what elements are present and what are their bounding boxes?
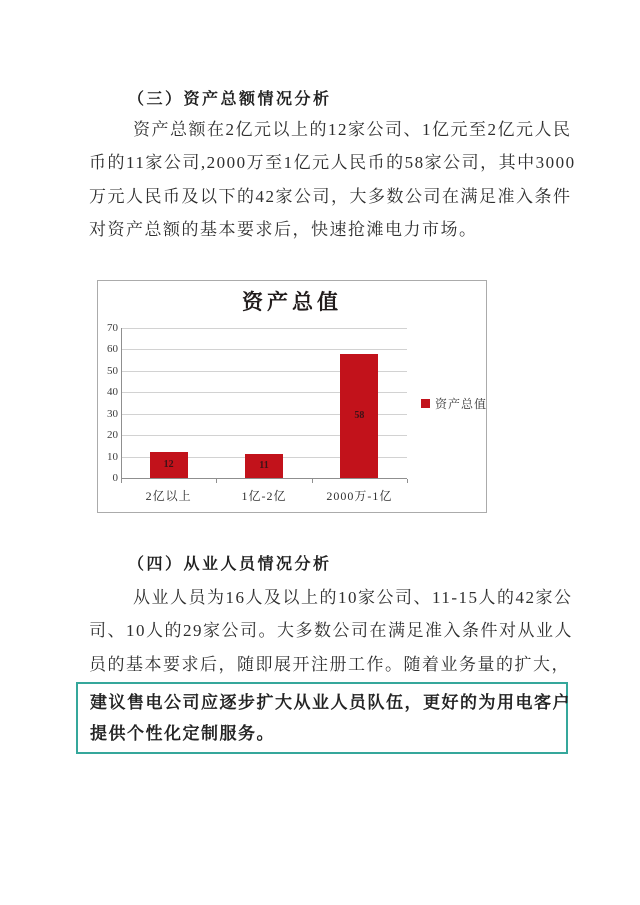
section-3-paragraph: [89, 113, 576, 247]
paragraph-line: 资产总额在2亿元以上的12家公司、1亿元至2亿元人民: [133, 120, 572, 139]
x-axis-category-label: 2000万-1亿: [326, 489, 393, 503]
bar: [150, 452, 188, 478]
paragraph-line: 司、10人的29家公司。大多数公司在满足准入条件对从业人: [89, 621, 573, 641]
y-axis-tick-label: 40: [107, 386, 118, 399]
gridline: [121, 349, 407, 350]
bar-data-label: 12: [163, 459, 174, 471]
y-axis-tick-label: 50: [107, 364, 118, 377]
x-axis-tick: [312, 479, 313, 483]
paragraph-line: 币的11家公司,2000万至1亿元人民币的58家公司，其中3000: [89, 153, 576, 173]
y-axis-tick-label: 0: [112, 472, 118, 484]
y-axis-tick-label: 30: [107, 407, 118, 420]
y-axis-line: [121, 328, 122, 478]
y-axis-tick-label: 10: [107, 450, 118, 463]
bar: [340, 354, 378, 478]
section-4-heading: （四）从业人员情况分析: [128, 556, 332, 573]
chart-legend: [421, 396, 487, 410]
legend-label: 资产总值: [435, 396, 488, 411]
chart-title: 资产总值: [242, 290, 342, 314]
highlight-line: 建议售电公司应逐步扩大从业人员队伍，更好的为用电客户: [90, 693, 571, 712]
assets-chart: [97, 280, 487, 513]
bar: [245, 454, 283, 478]
highlight-line: 提供个性化定制服务。: [90, 724, 275, 743]
y-axis-tick-label: 60: [107, 343, 118, 356]
gridline: [121, 478, 407, 479]
section-4-paragraph: [89, 581, 573, 681]
bar-data-label: 11: [259, 460, 269, 472]
paragraph-line: 从业人员为16人及以上的10家公司、11-15人的42家公: [133, 588, 573, 607]
y-axis-tick-label: 70: [107, 322, 118, 334]
highlight-box: [76, 682, 571, 754]
paragraph-line: 员的基本要求后，随即展开注册工作。随着业务量的扩大，: [89, 654, 570, 674]
x-axis-tick: [121, 479, 122, 483]
legend-marker-icon: [421, 399, 430, 408]
x-axis-category-label: 2亿以上: [145, 489, 192, 503]
paragraph-line: 万元人民币及以下的42家公司，大多数公司在满足准入条件: [89, 186, 572, 206]
x-axis-tick: [216, 479, 217, 483]
paragraph-line: 对资产总额的基本要求后，快速抢滩电力市场。: [89, 220, 478, 240]
y-axis-tick-label: 20: [107, 429, 118, 442]
x-axis-category-label: 1亿-2亿: [241, 489, 287, 503]
bar-data-label: 58: [354, 409, 365, 421]
gridline: [121, 328, 407, 329]
section-3-heading: （三）资产总额情况分析: [128, 91, 332, 108]
x-axis-tick: [407, 479, 408, 483]
